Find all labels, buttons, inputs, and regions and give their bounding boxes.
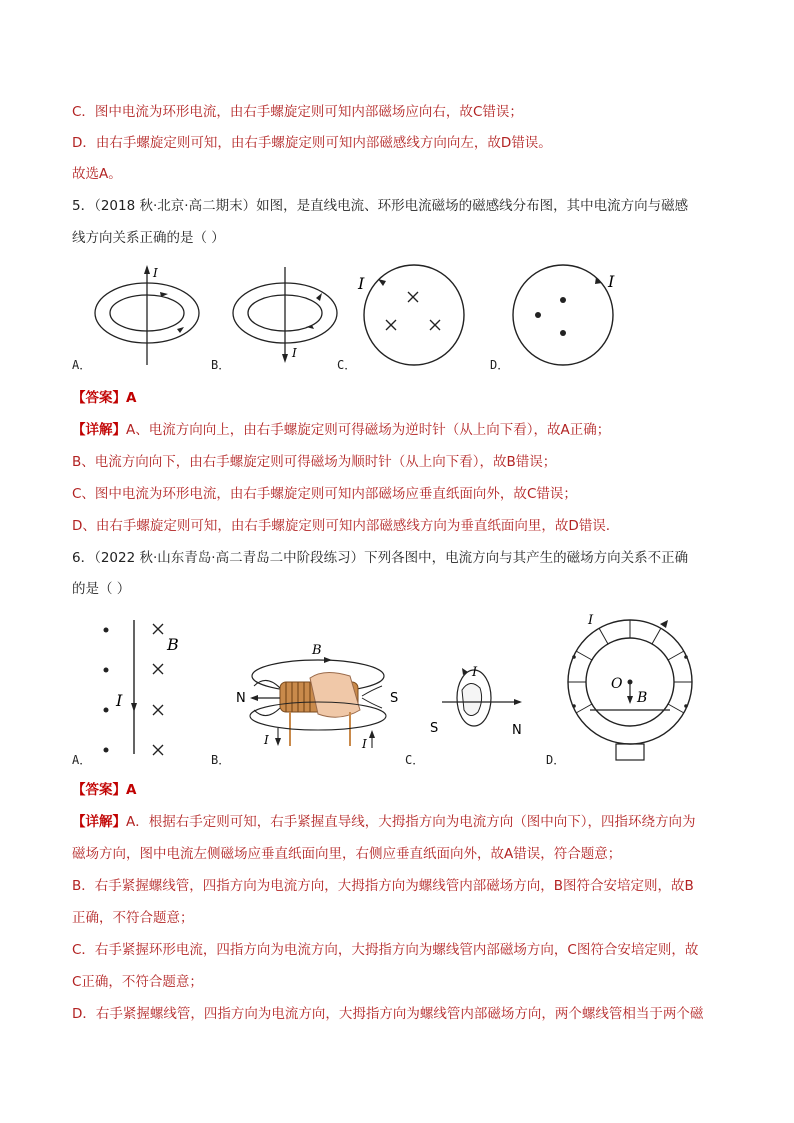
q6-figure-a	[90, 612, 200, 762]
q6-label-c: C．	[405, 753, 425, 767]
q6-c-S: S	[430, 721, 439, 736]
q6-label-d: D．	[546, 753, 566, 767]
q6-label-b: B．	[211, 753, 231, 767]
q5-label-b: B．	[211, 358, 231, 372]
q6-detail-a2: 磁场方向，图中电流左侧磁场应垂直纸面向里，右侧应垂直纸面向外，故A错误，符合题意；	[72, 846, 622, 862]
prev-line-d: D．由右手螺旋定则可知，由右手螺旋定则可知内部磁感线方向向左，故D错误。	[72, 135, 552, 151]
q6-figure-b	[232, 640, 412, 758]
q5-detail-2: B、电流方向向下，由右手螺旋定则可得磁场为顺时针（从上向下看），故B错误；	[72, 454, 557, 470]
q6-b-S: S	[390, 691, 399, 706]
q5-detail-4: D、由右手螺旋定则可知，由右手螺旋定则可知内部磁感线方向为垂直纸面向里，故D错误.	[72, 518, 611, 534]
q5-figure-a	[95, 265, 199, 365]
q6-c-I: I	[472, 665, 478, 680]
q6-d-O: O	[611, 676, 623, 692]
q6-detail-a1: 【详解】A．根据右手定则可知，右手紧握直导线，大拇指方向为电流方向（图中向下），四指环绕方向为	[72, 814, 696, 830]
q6-detail-d1: D．右手紧握螺线管，四指方向为电流方向，大拇指方向为螺线管内部磁场方向，两个螺线管相当于两个磁	[72, 1006, 704, 1022]
q5-stem-line1: 5．（2018 秋·北京·高二期末）如图，是直线电流、环形电流磁场的磁感线分布图，其中电流方向与磁感	[72, 198, 689, 214]
q6-answer: 【答案】A	[72, 782, 137, 798]
q5-answer: 【答案】A	[72, 390, 137, 406]
q6-b-I-left: I	[264, 733, 269, 747]
q6-b-B: B	[312, 643, 322, 658]
q5-figures	[60, 255, 540, 375]
q5-detail-1: 【详解】A、电流方向向上，由右手螺旋定则可得磁场为逆时针（从上向下看），故A正确；	[72, 422, 611, 438]
q5-figure-b	[233, 267, 337, 363]
q5-detail-3: C、图中电流为环形电流，由右手螺旋定则可知内部磁场应垂直纸面向外，故C错误；	[72, 486, 577, 502]
q6-b-I-right: I	[362, 737, 367, 751]
q6-c-N: N	[512, 723, 522, 738]
q6-stem-line1: 6．（2022 秋·山东青岛·高二青岛二中阶段练习）下列各图中，电流方向与其产生的磁场方向关系不正确	[72, 550, 689, 566]
q6-detail-tag: 【详解】	[72, 814, 126, 830]
q6-detail-b1: B．右手紧握螺线管，四指方向为电流方向，大拇指方向为螺线管内部磁场方向，B图符合安培定则，故B	[72, 878, 694, 894]
q5-label-d: D．	[490, 358, 510, 372]
prev-select: 故选A。	[72, 166, 122, 182]
q5-a-current-symbol: I	[153, 266, 158, 280]
q5-label-a: A．	[72, 358, 92, 372]
q5-figure-c	[357, 265, 464, 365]
q6-label-a: A．	[72, 753, 92, 767]
q6-figure-c	[428, 660, 538, 750]
q6-stem-line2: 的是（ ）	[72, 581, 131, 597]
q6-d-I: I	[588, 613, 594, 628]
q6-a-I: I	[116, 691, 123, 710]
q5-stem-line2: 线方向关系正确的是（ ）	[72, 230, 225, 246]
q5-detail-tag: 【详解】	[72, 422, 126, 438]
q6-b-N: N	[236, 691, 246, 706]
q5-figure-d	[510, 255, 640, 375]
prev-line-c: C．图中电流为环形电流，由右手螺旋定则可知内部磁场应向右，故C错误；	[72, 104, 523, 120]
q5-d-current-symbol: I	[608, 272, 615, 291]
q5-label-c: C．	[337, 358, 357, 372]
q6-figure-d	[560, 606, 700, 766]
q6-detail-c2: C正确，不符合题意；	[72, 974, 203, 990]
q6-detail-c1: C．右手紧握环形电流，四指方向为电流方向，大拇指方向为螺线管内部磁场方向，C图符合安培定则，故	[72, 942, 699, 958]
q5-c-current-symbol: I	[358, 274, 365, 293]
q6-a-B: B	[167, 635, 179, 654]
q5-b-current-symbol: I	[292, 346, 297, 360]
q6-detail-b2: 正确，不符合题意；	[72, 910, 194, 926]
q6-d-B: B	[637, 690, 648, 706]
